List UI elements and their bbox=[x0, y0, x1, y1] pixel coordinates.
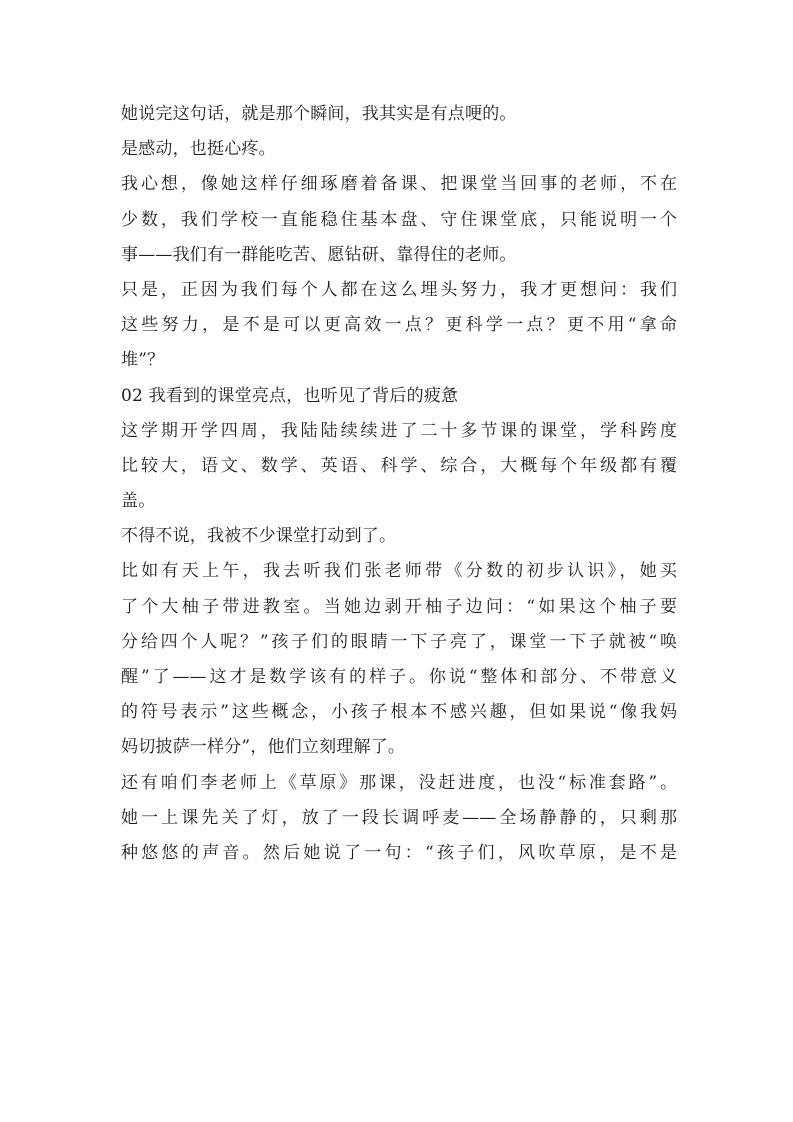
text-line: 盖。 bbox=[121, 491, 156, 512]
text-line: 这些努力，是不是可以更高效一点？更科学一点？更不用“拿命 bbox=[121, 315, 677, 336]
text-line: 不得不说，我被不少课堂打动到了。 bbox=[121, 526, 397, 547]
text-line: 我心想，像她这样仔细琢磨着备课、把课堂当回事的老师，不在 bbox=[121, 174, 677, 195]
text-line: 还有咱们李老师上《草原》那课，没赶进度，也没“标准套路”。 bbox=[121, 772, 677, 793]
text-line: 是感动，也挺心疼。 bbox=[121, 139, 276, 160]
text-line: 醒”了——这才是数学该有的样子。你说“整体和部分、不带意义 bbox=[121, 667, 677, 687]
text-line: 她说完这句话，就是那个瞬间，我其实是有点哽的。 bbox=[121, 104, 517, 124]
text-line: 分给四个人呢？”孩子们的眼睛一下子亮了，课堂一下子就被“唤 bbox=[121, 631, 677, 652]
section-heading: 02 我看到的课堂亮点，也听见了背后的疲惫 bbox=[121, 385, 459, 406]
text-line: 这学期开学四周，我陆陆续续进了二十多节课的课堂，学科跨度 bbox=[121, 420, 677, 441]
text-line: 她一上课先关了灯，放了一段长调呼麦——全场静静的，只剩那 bbox=[121, 807, 677, 828]
text-line: 了个大柚子带进教室。当她边剥开柚子边问：“如果这个柚子要 bbox=[121, 596, 677, 617]
text-line: 种悠悠的声音。然后她说了一句：“孩子们，风吹草原，是不是 bbox=[121, 842, 677, 863]
text-line: 比较大，语文、数学、英语、科学、综合，大概每个年级都有覆 bbox=[121, 455, 677, 476]
text-line: 比如有天上午，我去听我们张老师带《分数的初步认识》，她买 bbox=[121, 561, 677, 582]
article-body bbox=[121, 97, 677, 871]
text-line: 的符号表示”这些概念，小孩子根本不感兴趣，但如果说“像我妈 bbox=[121, 702, 677, 723]
text-line: 少数，我们学校一直能稳住基本盘、守住课堂底，只能说明一个 bbox=[121, 209, 677, 230]
text-line: 只是，正因为我们每个人都在这么埋头努力，我才更想问：我们 bbox=[121, 279, 677, 300]
text-line: 妈切披萨一样分”，他们立刻理解了。 bbox=[121, 737, 406, 758]
text-line: 事——我们有一群能吃苦、愿钻研、靠得住的老师。 bbox=[121, 244, 517, 265]
text-line: 堆”？ bbox=[121, 350, 165, 371]
